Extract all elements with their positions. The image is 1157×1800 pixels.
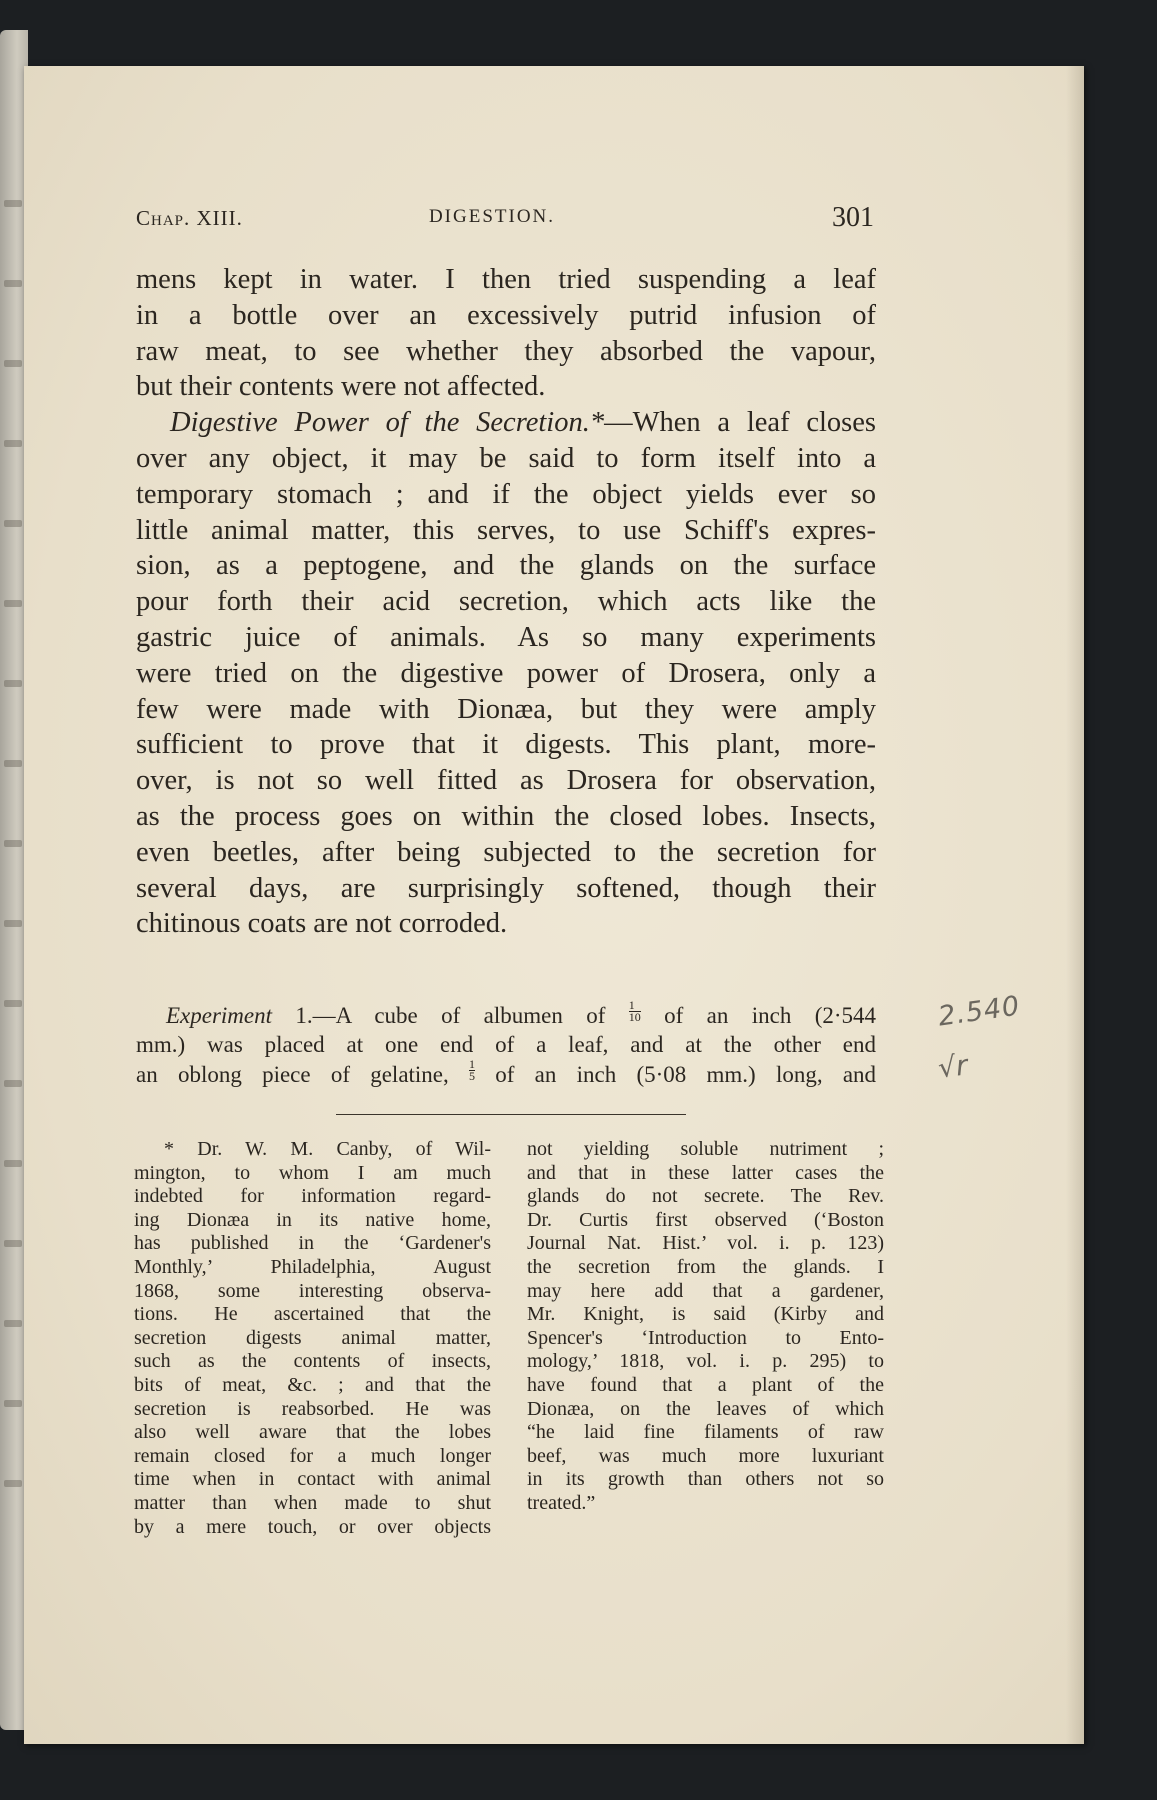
- footnote-line: matter than when made to shut: [134, 1491, 491, 1514]
- text-line: an oblong piece of gelatine, $\frac{1}{5}$ of an inch (5·08 mm.) long, and: [136, 1057, 877, 1087]
- text-line: Experiment 1.—A cube of albumen of $\frac{1}{10}$ of an inch (2·544: [166, 998, 877, 1028]
- experiment-label: Experiment: [166, 1003, 273, 1028]
- footnote-line: 1868, some interesting observa-: [134, 1279, 491, 1302]
- text-line: chitinous coats are not corroded.: [136, 908, 508, 940]
- footnote-line: and that in these latter cases the: [527, 1161, 884, 1184]
- text-line: little animal matter, this serves, to use Schiff's expres-: [136, 514, 876, 546]
- page-number: 301: [832, 202, 874, 233]
- main-text: [136, 262, 876, 942]
- footnote-line: by a mere touch, or over objects: [134, 1515, 491, 1538]
- text-line: as the process goes on within the closed lobes. Insects,: [136, 800, 876, 832]
- text-line: over any object, it may be said to form itself into a: [136, 442, 876, 474]
- text-line: gastric juice of animals. As so many experiments: [136, 621, 876, 653]
- footnote-line: such as the contents of insects,: [134, 1350, 491, 1373]
- fraction: $\frac{1}{5}$: [469, 1057, 476, 1083]
- text-line: temporary stomach ; and if the object yields ever so: [136, 478, 876, 510]
- experiment-paragraph: [136, 1000, 876, 1089]
- footnote-line: indebted for information regard-: [134, 1185, 491, 1208]
- fraction: $\frac{1}{10}$: [628, 998, 641, 1024]
- text-line: Digestive Power of the Secretion.*—When a leaf closes: [170, 407, 876, 439]
- header-title: DIGESTION.: [428, 206, 556, 227]
- paragraph-2: [136, 405, 876, 942]
- text-line: were tried on the digestive power of Drosera, only a: [136, 657, 876, 689]
- footnote-line: “he laid fine filaments of raw: [527, 1421, 884, 1444]
- footnote-line: Journal Nat. Hist.’ vol. i. p. 123): [527, 1232, 884, 1255]
- text-line: sion, as a peptogene, and the glands on the surface: [136, 550, 876, 582]
- footnote-line: treated.”: [527, 1491, 596, 1514]
- footnote-line: Mr. Knight, is said (Kirby and: [527, 1303, 884, 1326]
- text-line: even beetles, after being subjected to the secretion for: [136, 836, 876, 868]
- footnote-left-column: [134, 1138, 491, 1539]
- text-line: pour forth their acid secretion, which acts like the: [136, 586, 876, 618]
- footnote-line: Dionæa, on the leaves of which: [527, 1397, 884, 1420]
- footnote-line: mington, to whom I am much: [134, 1161, 491, 1184]
- section-heading: Digestive Power of the Secretion.*: [170, 407, 605, 439]
- footnote-line: mology,’ 1818, vol. i. p. 295) to: [527, 1350, 884, 1373]
- footnote-line: ing Dionæa in its native home,: [134, 1208, 491, 1231]
- pencil-annotation-check: √r: [936, 1048, 970, 1085]
- footnote-line: Spencer's ‘Introduction to Ento-: [527, 1326, 884, 1349]
- footnote-line: glands do not secrete. The Rev.: [527, 1185, 884, 1208]
- footnote-line: have found that a plant of the: [527, 1373, 884, 1396]
- footnote-line: the secretion from the glands. I: [527, 1255, 884, 1278]
- footnote-right-column: [527, 1138, 884, 1516]
- pencil-annotation-number: 2.540: [936, 990, 1023, 1033]
- footnote-line: secretion is reabsorbed. He was: [134, 1397, 491, 1420]
- text-line: sufficient to prove that it digests. This plant, more-: [136, 729, 876, 761]
- footnote-line: in its growth than others not so: [527, 1468, 884, 1491]
- running-header: [112, 202, 872, 242]
- footnote-line: Dr. Curtis first observed (‘Boston: [527, 1208, 884, 1231]
- footnote-line: * Dr. W. M. Canby, of Wil-: [164, 1138, 491, 1160]
- text-line: over, is not so well fitted as Drosera for observation,: [136, 765, 876, 797]
- text-line: in a bottle over an excessively putrid infusion of: [136, 299, 876, 331]
- footnote-line: time when in contact with animal: [134, 1468, 491, 1491]
- footnote-line: also well aware that the lobes: [134, 1421, 491, 1444]
- paragraph-1: [136, 262, 876, 405]
- footnote-line: may here add that a gardener,: [527, 1279, 884, 1302]
- footnote-line: tions. He ascertained that the: [134, 1303, 491, 1326]
- footnote-line: remain closed for a much longer: [134, 1444, 491, 1467]
- footnote-line: secretion digests animal matter,: [134, 1326, 491, 1349]
- footnote-line: not yielding soluble nutriment ;: [527, 1138, 884, 1160]
- text-line: raw meat, to see whether they absorbed the vapour,: [136, 335, 876, 367]
- text-line: mm.) was placed at one end of a leaf, and at the other end: [136, 1031, 876, 1057]
- footnote-line: beef, was much more luxuriant: [527, 1444, 884, 1467]
- text-line: few were made with Dionæa, but they were amply: [136, 693, 876, 725]
- footnote-line: has published in the ‘Gardener's: [134, 1232, 491, 1255]
- chapter-label: Chap. XIII.: [136, 206, 243, 230]
- footnote-line: bits of meat, &c. ; and that the: [134, 1373, 491, 1396]
- text-line: but their contents were not affected.: [136, 371, 546, 403]
- footnote-divider: [336, 1114, 686, 1115]
- text-line: mens kept in water. I then tried suspending a leaf: [136, 264, 876, 295]
- text-line: several days, are surprisingly softened, though their: [136, 872, 876, 904]
- footnote-line: Monthly,’ Philadelphia, August: [134, 1255, 491, 1278]
